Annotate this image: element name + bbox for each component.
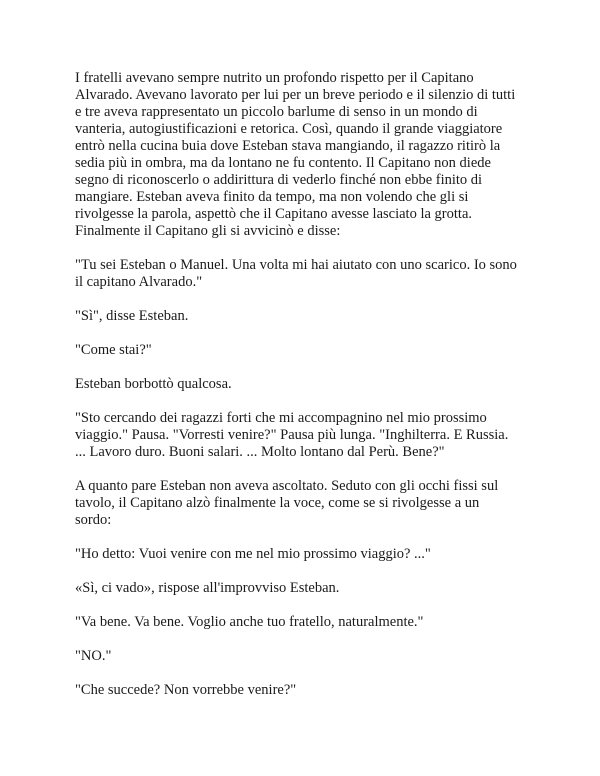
paragraph-11 [75,648,545,665]
paragraph-5 [75,376,545,393]
text-line: "NO." [75,648,112,664]
paragraph-1 [75,70,545,240]
text-line: "Sto cercando dei ragazzi forti che mi accompagnino nel mio prossimo [75,410,487,426]
paragraph-4 [75,342,545,359]
text-line: viaggio." Pausa. "Vorresti venire?" Pausa più lunga. "Inghilterra. E Russia. [75,427,509,443]
text-line: rivolgesse la parola, aspettò che il Capitano avesse lasciato la grotta. [75,206,473,222]
text-line: "Sì", disse Esteban. [75,308,189,324]
text-line: mangiare. Esteban aveva finito da tempo, ma non volendo che gli si [75,189,469,205]
paragraph-2 [75,257,545,291]
text-line: entrò nella cucina buia dove Esteban stava mangiando, il ragazzo ritirò la [75,138,501,154]
paragraph-7 [75,478,545,529]
paragraph-12 [75,682,545,699]
document-page [75,70,545,716]
text-line: sordo: [75,512,112,528]
text-line: "Che succede? Non vorrebbe venire?" [75,682,297,698]
text-line: "Va bene. Va bene. Voglio anche tuo fratello, naturalmente." [75,614,424,630]
paragraph-6 [75,410,545,461]
text-line: "Tu sei Esteban o Manuel. Una volta mi hai aiutato con uno scarico. Io sono [75,257,517,273]
text-line: ... Lavoro duro. Buoni salari. ... Molto lontano dal Perù. Bene?" [75,444,445,460]
text-line: Finalmente il Capitano gli si avvicinò e disse: [75,223,341,239]
paragraph-3 [75,308,545,325]
text-line: "Ho detto: Vuoi venire con me nel mio prossimo viaggio? ..." [75,546,431,562]
text-line: tavolo, il Capitano alzò finalmente la voce, come se si rivolgesse a un [75,495,480,511]
paragraph-9 [75,580,545,597]
text-line: Alvarado. Avevano lavorato per lui per un breve periodo e il silenzio di tutti [75,87,516,103]
text-line: vanteria, autogiustificazioni e retorica. Così, quando il grande viaggiatore [75,121,503,137]
text-line: A quanto pare Esteban non aveva ascoltato. Seduto con gli occhi fissi sul [75,478,499,494]
text-line: Esteban borbottò qualcosa. [75,376,232,392]
text-line: «Sì, ci vado», rispose all'improvviso Esteban. [75,580,340,596]
text-line: "Come stai?" [75,342,152,358]
text-line: sedia più in ombra, ma da lontano ne fu contento. Il Capitano non diede [75,155,491,171]
text-line: segno di riconoscerlo o addirittura di vederlo finché non ebbe finito di [75,172,483,188]
text-line: I fratelli avevano sempre nutrito un profondo rispetto per il Capitano [75,70,474,86]
paragraph-10 [75,614,545,631]
paragraph-8 [75,546,545,563]
text-line: il capitano Alvarado." [75,274,203,290]
text-line: e tre aveva rappresentato un piccolo barlume di senso in un mondo di [75,104,478,120]
